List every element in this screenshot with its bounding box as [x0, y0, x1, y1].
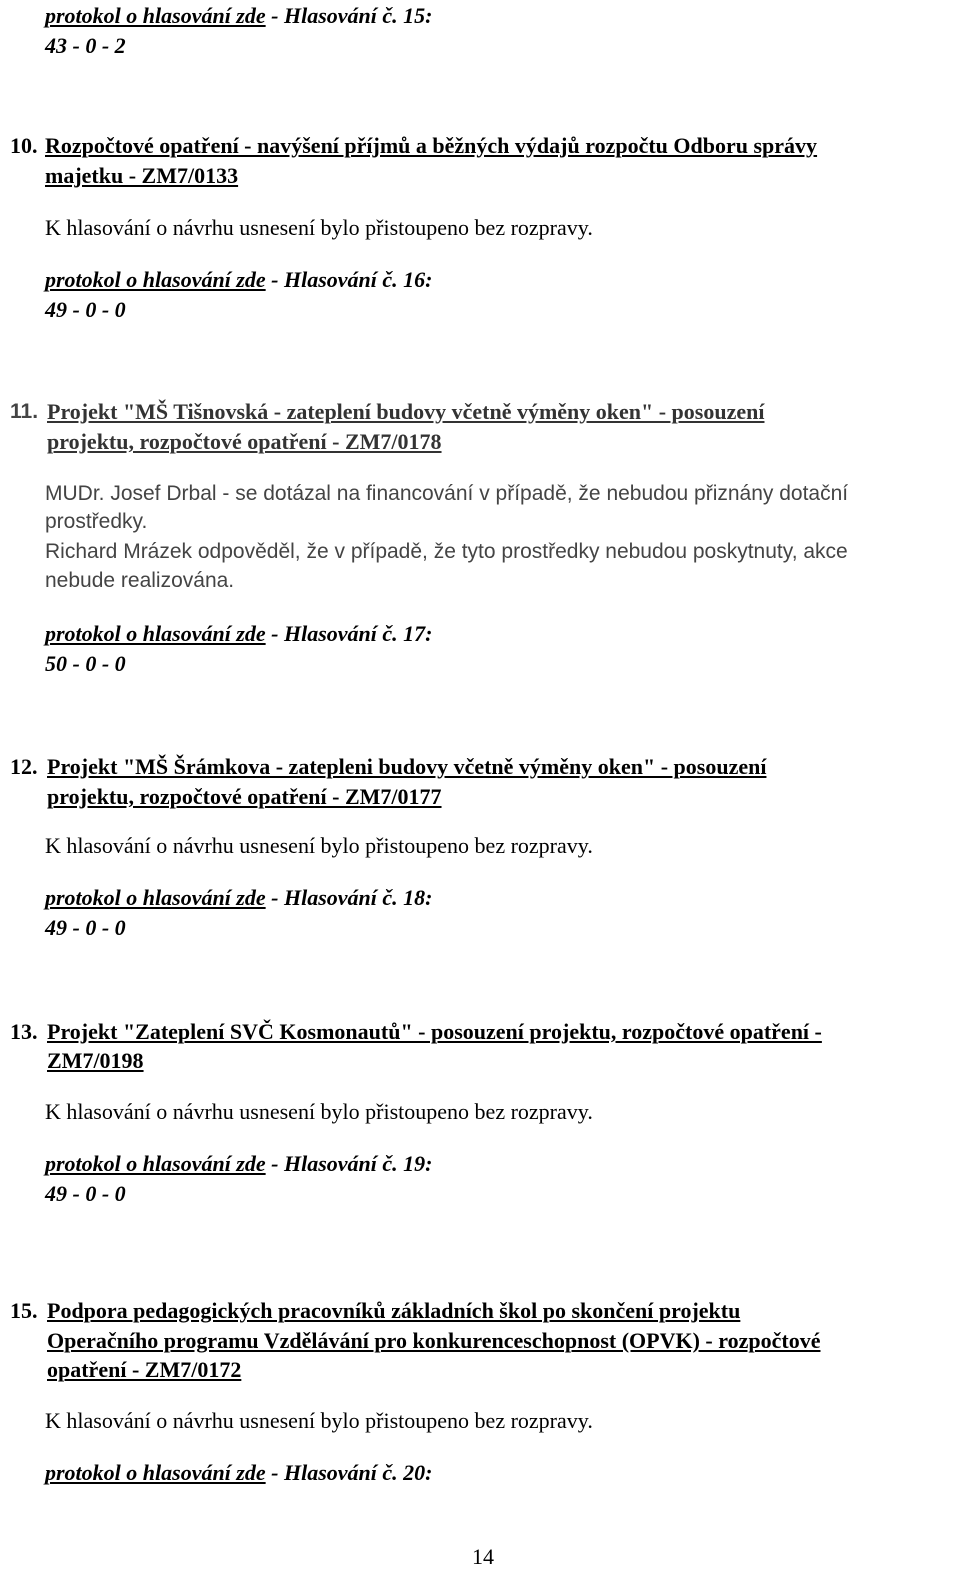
item-text: prostředky. [45, 510, 148, 533]
protocol-vote-label: - Hlasování č. 17: [265, 621, 433, 646]
item-title: Projekt "MŠ Šrámkova - zatepleni budovy včetně výměny oken" - posouzení [47, 754, 767, 779]
vote-result: 43 - 0 - 2 [45, 33, 126, 58]
item-number: 10. [10, 133, 38, 158]
protocol-line [45, 1148, 432, 1179]
item-text: K hlasování o návrhu usnesení bylo přistoupeno bez rozpravy. [45, 215, 593, 240]
item-text: K hlasování o návrhu usnesení bylo přistoupeno bez rozpravy. [45, 833, 593, 858]
vote-result: 49 - 0 - 0 [45, 915, 126, 940]
item-text: K hlasování o návrhu usnesení bylo přistoupeno bez rozpravy. [45, 1099, 593, 1124]
protocol-vote-label: - Hlasování č. 19: [265, 1151, 433, 1176]
item-text: K hlasování o návrhu usnesení bylo přistoupeno bez rozpravy. [45, 1408, 593, 1433]
item-number: 13. [10, 1019, 38, 1044]
protocol-line [45, 618, 432, 649]
vote-result: 49 - 0 - 0 [45, 1181, 126, 1206]
protocol-link[interactable]: protokol o hlasování zde [45, 1460, 266, 1485]
protocol-line [45, 882, 432, 913]
protocol-link[interactable]: protokol o hlasování zde [45, 267, 266, 292]
item-number: 12. [10, 754, 38, 779]
protocol-link[interactable]: protokol o hlasování zde [45, 885, 266, 910]
protocol-vote-label: - Hlasování č. 15: [265, 3, 433, 28]
item-title: Rozpočtové opatření - navýšení příjmů a běžných výdajů rozpočtu Odboru správy [45, 133, 818, 158]
item-number: 11. [10, 400, 39, 423]
item-title: Operačního programu Vzdělávání pro konkurenceschopnost (OPVK) - rozpočtové [47, 1328, 821, 1353]
item-title: opatření - ZM7/0172 [47, 1357, 242, 1382]
protocol-line [45, 264, 432, 295]
vote-result: 50 - 0 - 0 [45, 651, 126, 676]
item-title: ZM7/0198 [47, 1048, 144, 1073]
item-number: 15. [10, 1298, 38, 1323]
item-title: projektu, rozpočtové opatření - ZM7/0177 [47, 784, 442, 809]
protocol-link[interactable]: protokol o hlasování zde [45, 3, 266, 28]
protocol-vote-label: - Hlasování č. 18: [265, 885, 433, 910]
protocol-link[interactable]: protokol o hlasování zde [45, 621, 266, 646]
item-title: Podpora pedagogických pracovníků základních škol po skončení projektu [47, 1298, 741, 1323]
vote-result: 49 - 0 - 0 [45, 297, 126, 322]
protocol-vote-label: - Hlasování č. 20: [265, 1460, 433, 1485]
item-title: projektu, rozpočtové opatření - ZM7/0178 [47, 429, 442, 454]
protocol-line [45, 0, 432, 31]
item-title: Projekt "Zateplení SVČ Kosmonautů" - posouzení projektu, rozpočtové opatření - [47, 1019, 822, 1044]
item-title: Projekt "MŠ Tišnovská - zateplení budovy včetně výměny oken" - posouzení [47, 399, 765, 424]
protocol-vote-label: - Hlasování č. 16: [265, 267, 433, 292]
protocol-link[interactable]: protokol o hlasování zde [45, 1151, 266, 1176]
item-text: MUDr. Josef Drbal - se dotázal na financování v případě, že nebudou přiznány dotační [45, 482, 849, 505]
page-number: 14 [472, 1544, 494, 1569]
protocol-line [45, 1457, 432, 1488]
item-text: nebude realizována. [45, 569, 235, 592]
item-title: majetku - ZM7/0133 [45, 163, 239, 188]
item-text: Richard Mrázek odpověděl, že v případě, že tyto prostředky nebudou poskytnuty, akce [45, 540, 848, 563]
